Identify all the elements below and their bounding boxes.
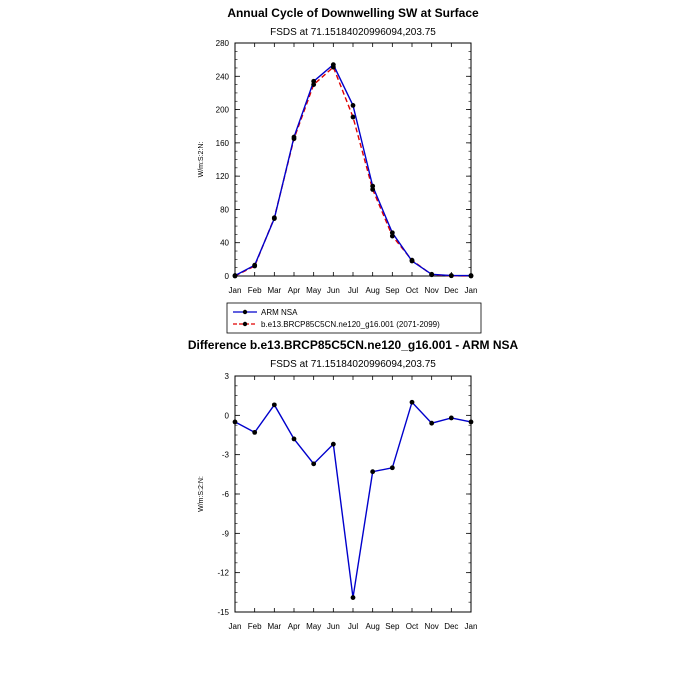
x-tick-label: Aug (365, 286, 380, 295)
x-tick-label: Jan (228, 286, 242, 295)
y-axis-label-1: W/m:S:2:N: (198, 141, 205, 178)
data-point (252, 430, 257, 435)
data-point (272, 402, 277, 407)
x-tick-label: May (306, 286, 322, 295)
x-tick-label: Jun (326, 622, 340, 631)
data-point (252, 263, 257, 268)
x-tick-label: Aug (365, 622, 380, 631)
y-tick-label: 160 (215, 138, 229, 148)
data-point (410, 400, 415, 405)
data-point (311, 461, 316, 466)
legend-marker (243, 322, 247, 326)
x-tick-label: Jul (347, 622, 359, 631)
data-point (429, 272, 434, 277)
series-line-1-2 (235, 67, 471, 276)
data-point (469, 419, 474, 424)
x-tick-label: Oct (405, 622, 419, 631)
plot-frame-1 (235, 43, 471, 276)
data-point (233, 419, 238, 424)
x-tick-label: Mar (267, 622, 282, 631)
series-line-2-1 (235, 402, 471, 597)
y-tick-label: -12 (217, 568, 229, 578)
x-tick-label: Feb (247, 286, 262, 295)
y-tick-label: -15 (217, 608, 229, 617)
y-tick-label: 80 (220, 205, 229, 215)
y-tick-label: -9 (221, 529, 229, 539)
data-point (449, 416, 454, 421)
y-tick-label: 0 (224, 272, 229, 281)
x-tick-label: Apr (287, 286, 301, 295)
data-point (410, 259, 415, 264)
x-tick-label: May (306, 622, 322, 631)
y-tick-label: -3 (221, 450, 229, 460)
y-tick-label: 240 (215, 72, 229, 82)
x-tick-label: Nov (424, 286, 439, 295)
x-tick-label: Oct (405, 286, 419, 295)
data-point (331, 442, 336, 447)
x-tick-label: Jan (228, 622, 242, 631)
legend-marker (243, 310, 247, 314)
x-tick-label: Sep (385, 622, 400, 631)
y-axis-label-2: W/m:S:2:N: (198, 476, 205, 512)
series-line-1-1 (235, 65, 471, 276)
y-tick-label: 0 (224, 411, 229, 421)
chart-title-2: Difference b.e13.BRCP85C5CN.ne120_g16.001 - ARM NSA (187, 338, 519, 352)
x-tick-label: Sep (385, 286, 400, 295)
legend-label: ARM NSA (261, 308, 298, 317)
data-point (292, 437, 297, 442)
data-point (370, 469, 375, 474)
y-tick-label: 3 (224, 372, 229, 381)
x-tick-label: Mar (267, 286, 282, 295)
legend-label: b.e13.BRCP85C5CN.ne120_g16.001 (2071-2099) (261, 320, 440, 329)
x-tick-label: Dec (444, 622, 459, 631)
x-tick-label: Feb (247, 622, 262, 631)
y-tick-label: 200 (215, 105, 229, 115)
data-point (449, 273, 454, 278)
data-point (351, 103, 356, 108)
data-point (233, 273, 238, 278)
x-tick-label: Jan (464, 622, 478, 631)
data-point (351, 595, 356, 600)
y-tick-label: 40 (220, 238, 229, 248)
x-tick-label: Jun (326, 286, 340, 295)
data-point (370, 184, 375, 189)
data-point (311, 79, 316, 84)
chart-title-1: Annual Cycle of Downwelling SW at Surface (227, 6, 479, 20)
data-point (469, 273, 474, 278)
data-point (351, 115, 356, 120)
data-point (390, 230, 395, 235)
data-point (331, 62, 336, 67)
x-tick-label: Apr (287, 622, 301, 631)
chart-subtitle-2: FSDS at 71.15184020996094,203.75 (270, 359, 436, 370)
data-point (390, 465, 395, 470)
x-tick-label: Jan (464, 286, 478, 295)
y-tick-label: 280 (215, 39, 229, 48)
x-tick-label: Nov (424, 622, 439, 631)
y-tick-label: -6 (221, 490, 229, 499)
chart-subtitle-1: FSDS at 71.15184020996094,203.75 (270, 27, 436, 38)
x-tick-label: Jul (347, 286, 359, 295)
y-tick-label: 120 (215, 172, 229, 182)
data-point (272, 216, 277, 221)
data-point (429, 421, 434, 426)
data-point (292, 135, 297, 140)
x-tick-label: Dec (444, 286, 459, 295)
